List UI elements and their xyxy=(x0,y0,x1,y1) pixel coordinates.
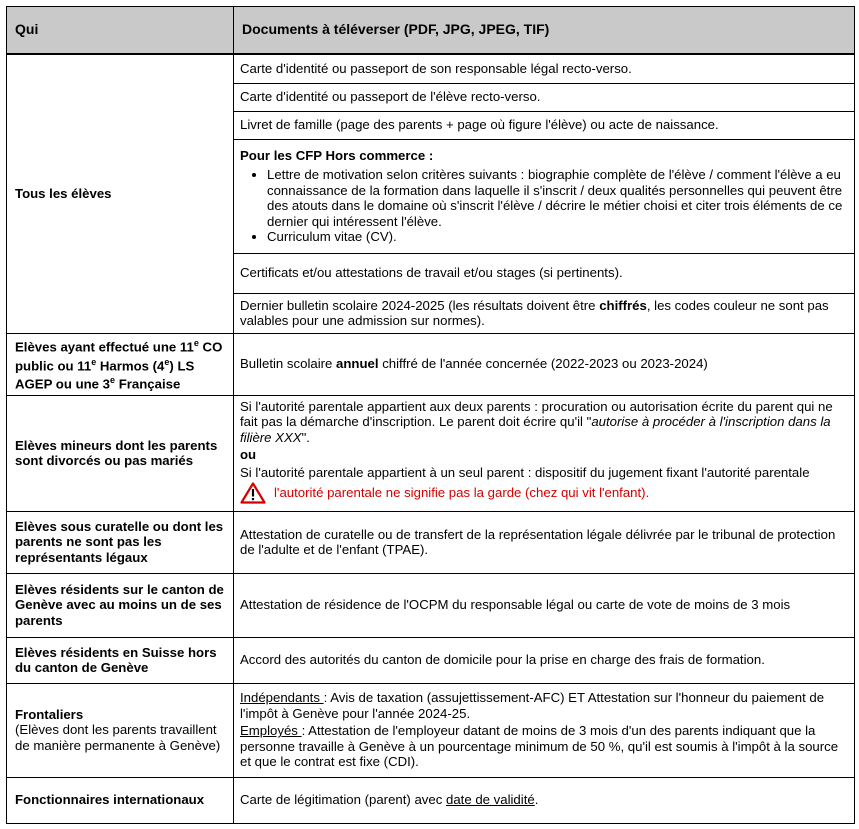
doc-canton-agreement: Accord des autorités du canton de domicile pour la prise en charge des frais de formation. xyxy=(234,637,855,683)
doc-annual-report: Bulletin scolaire annuel chiffré de l'année concernée (2022-2023 ou 2023-2024) xyxy=(234,333,855,395)
doc-residence: Attestation de résidence de l'OCPM du responsable légal ou carte de vote de moins de 3 mois xyxy=(234,573,855,637)
list-item: • Lettre de motivation selon critères suivants : biographie complète de l'élève / comment l'élève a eu connaissance de la formation dans laquelle il s'inscrit / deux qualités personnelles qui peuvent être des atouts dans le domaine où s'inscrit l'élève / décrire le métier choisi et citer trois éléments de ce dernier qui intéressent l'élève. xyxy=(267,167,848,229)
frontaliers-note: (Elèves dont les parents travaillent de manière permanente à Genève) xyxy=(15,722,221,753)
table-row xyxy=(7,573,855,637)
table-row xyxy=(7,54,855,83)
cfp-title: Pour les CFP Hors commerce : xyxy=(240,147,434,163)
who-all-students: Tous les élèves xyxy=(7,54,234,333)
table-row xyxy=(7,777,855,823)
list-item: • Curriculum vitae (CV). xyxy=(267,229,848,245)
who-curatorship: Elèves sous curatelle ou dont les parents ne sont pas les représentants légaux xyxy=(7,511,234,573)
table-row xyxy=(7,637,855,683)
doc-cfp-requirements xyxy=(234,139,855,253)
who-eleventh-grade: Elèves ayant effectué une 11e CO public ou 11e Harmos (4e) LS AGEP ou une 3e Française xyxy=(7,333,234,395)
who-international-officials: Fonctionnaires internationaux xyxy=(7,777,234,823)
doc-family-book: Livret de famille (page des parents + page où figure l'élève) ou acte de naissance. xyxy=(234,111,855,139)
warning-triangle-icon xyxy=(240,482,266,504)
table-row xyxy=(7,511,855,573)
doc-certificates: Certificats et/ou attestations de travail et/ou stages (si pertinents). xyxy=(234,253,855,293)
doc-last-report: Dernier bulletin scolaire 2024-2025 (les résultats doivent être chiffrés, les codes couleur ne sont pas valables pour une admission sur normes). xyxy=(234,293,855,333)
who-swiss-residents: Elèves résidents en Suisse hors du canton de Genève xyxy=(7,637,234,683)
doc-parent-id: Carte d'identité ou passeport de son responsable légal recto-verso. xyxy=(234,54,855,83)
table-header xyxy=(7,7,855,55)
doc-parental-authority: Si l'autorité parentale appartient aux deux parents : procuration ou autorisation écrite du parent qui ne fait pas la démarche d'inscription. Le parent doit écrire qu'il "autorise à procéder à l'inscription dans la filière XXX". ou Si l'autorité parentale appartient à un seul parent : dispositif du jugement fixant l'autorité parentale l'autorité parentale ne signifie pas la garde (chez qui vit l'enfant). xyxy=(234,395,855,511)
who-geneva-residents: Elèves résidents sur le canton de Genève avec au moins un de ses parents xyxy=(7,573,234,637)
table-row xyxy=(7,333,855,395)
doc-student-id: Carte d'identité ou passeport de l'élève recto-verso. xyxy=(234,83,855,111)
table-row xyxy=(7,683,855,777)
cfp-list xyxy=(240,167,848,245)
who-minors: Elèves mineurs dont les parents sont divorcés ou pas mariés xyxy=(7,395,234,511)
doc-legitimation-card: Carte de légitimation (parent) avec date de validité. xyxy=(234,777,855,823)
table-row xyxy=(7,395,855,511)
warning-text: l'autorité parentale ne signifie pas la garde (chez qui vit l'enfant). xyxy=(274,485,650,501)
documents-table xyxy=(6,6,855,824)
header-documents: Documents à téléverser (PDF, JPG, JPEG, TIF) xyxy=(234,7,855,55)
header-who: Qui xyxy=(7,7,234,55)
doc-curatorship: Attestation de curatelle ou de transfert de la représentation légale délivrée par le tribunal de protection de l'adulte et de l'enfant (TPAE). xyxy=(234,511,855,573)
or-label: ou xyxy=(240,447,257,462)
who-frontaliers: Frontaliers (Elèves dont les parents travaillent de manière permanente à Genève) xyxy=(7,683,234,777)
doc-frontaliers: Indépendants : Avis de taxation (assujettissement-AFC) ET Attestation sur l'honneur du paiement de l'impôt à Genève pour l'année 2024-25. Employés : Attestation de l'employeur datant de moins de 3 mois d'un des parents indiquant que la personne travaille à Genève à un pourcentage minimum de 50 %, qu'il est soumis à l'impôt à la source et que le contrat est fixe (CDI). xyxy=(234,683,855,777)
